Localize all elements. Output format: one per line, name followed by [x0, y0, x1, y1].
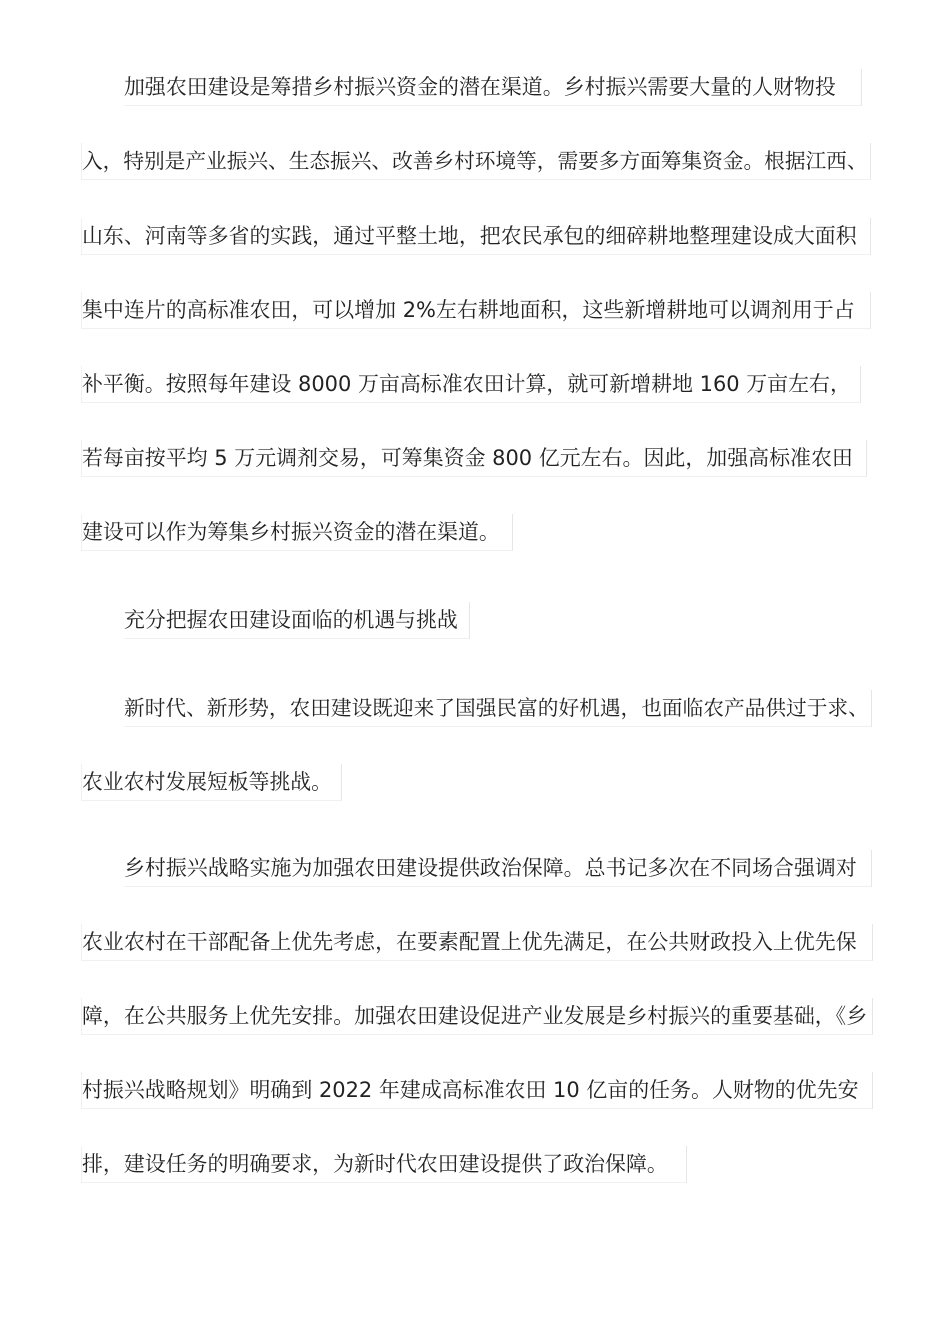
paragraph-1-line-7: 建设可以作为筹集乡村振兴资金的潜在渠道。	[81, 514, 513, 551]
paragraph-3-line-5: 排，建设任务的明确要求，为新时代农田建设提供了政治保障。	[81, 1146, 687, 1183]
paragraph-1-line-5: 补平衡。按照每年建设 8000 万亩高标准农田计算，就可新增耕地 160 万亩左右，	[81, 366, 861, 403]
paragraph-2-line-2: 农业农村发展短板等挑战。	[81, 764, 342, 801]
paragraph-3-line-3: 障，在公共服务上优先安排。加强农田建设促进产业发展是乡村振兴的重要基础，《乡	[81, 998, 873, 1035]
paragraph-1-line-3: 山东、河南等多省的实践，通过平整土地，把农民承包的细碎耕地整理建设成大面积	[81, 218, 871, 255]
paragraph-2-line-1: 新时代、新形势，农田建设既迎来了国强民富的好机遇，也面临农产品供过于求、	[124, 690, 872, 727]
paragraph-1-line-6: 若每亩按平均 5 万元调剂交易，可筹集资金 800 亿元左右。因此，加强高标准农田	[81, 440, 867, 477]
section-heading: 充分把握农田建设面临的机遇与挑战	[124, 602, 470, 639]
paragraph-3-line-4: 村振兴战略规划》明确到 2022 年建成高标准农田 10 亿亩的任务。人财物的优先安	[81, 1072, 873, 1109]
paragraph-1-line-2: 入，特别是产业振兴、生态振兴、改善乡村环境等，需要多方面筹集资金。根据江西、	[81, 143, 871, 180]
paragraph-3-line-1: 乡村振兴战略实施为加强农田建设提供政治保障。总书记多次在不同场合强调对	[124, 850, 872, 887]
paragraph-3-line-2: 农业农村在干部配备上优先考虑，在要素配置上优先满足，在公共财政投入上优先保	[81, 924, 873, 961]
paragraph-1-line-4: 集中连片的高标准农田，可以增加 2%左右耕地面积，这些新增耕地可以调剂用于占	[81, 292, 871, 329]
paragraph-1-line-1: 加强农田建设是筹措乡村振兴资金的潜在渠道。乡村振兴需要大量的人财物投	[124, 69, 862, 106]
